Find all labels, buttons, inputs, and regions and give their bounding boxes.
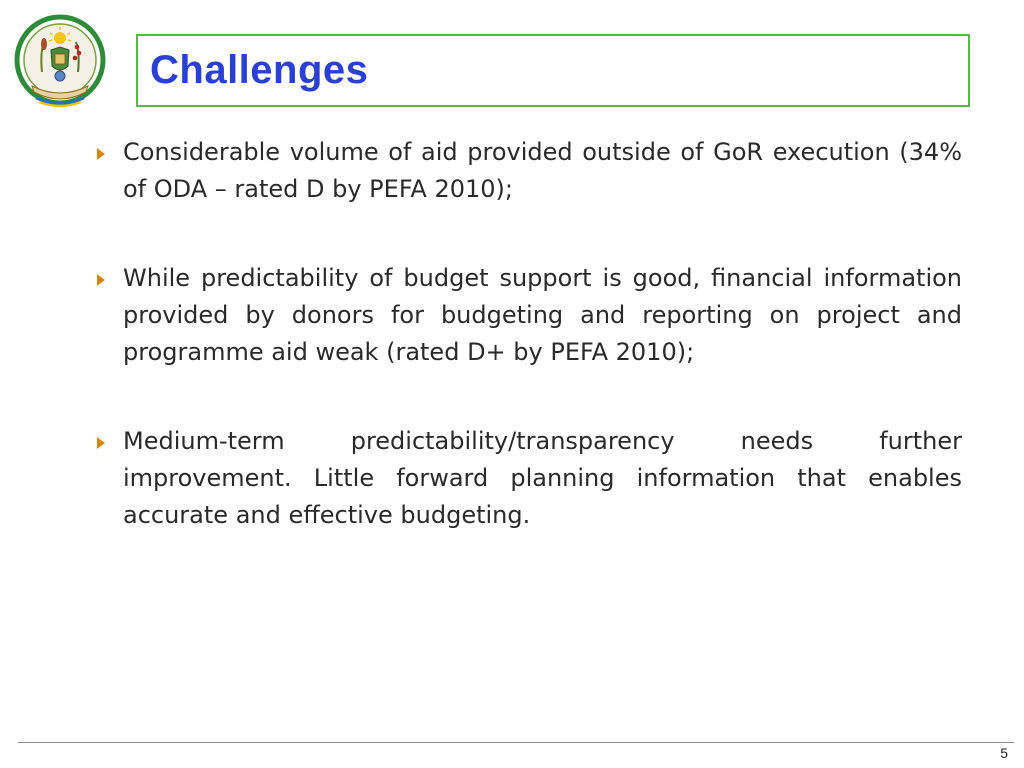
bullet-text: Considerable volume of aid provided outside of GoR execution (34% of ODA – rated D by PEFA 2010); bbox=[123, 138, 962, 203]
footer-divider bbox=[18, 742, 1014, 743]
coat-of-arms-icon bbox=[14, 14, 106, 110]
triangle-right-icon bbox=[96, 272, 106, 286]
page-number: 5 bbox=[1000, 745, 1008, 761]
triangle-right-icon bbox=[96, 435, 106, 449]
title-box bbox=[136, 34, 970, 107]
bullet-item bbox=[92, 260, 962, 371]
slide-title: Challenges bbox=[150, 48, 369, 92]
bullet-item bbox=[92, 134, 962, 208]
bullet-text: Medium-term predictability/transparency needs further improvement. Little forward planning information that enables accurate and effective budgeting. bbox=[123, 427, 962, 529]
bullet-text: While predictability of budget support is good, financial information provided by donors for budgeting and reporting on project and programme aid weak (rated D+ by PEFA 2010); bbox=[123, 264, 962, 366]
bullet-list bbox=[92, 134, 962, 586]
bullet-item bbox=[92, 423, 962, 534]
triangle-right-icon bbox=[96, 146, 106, 160]
